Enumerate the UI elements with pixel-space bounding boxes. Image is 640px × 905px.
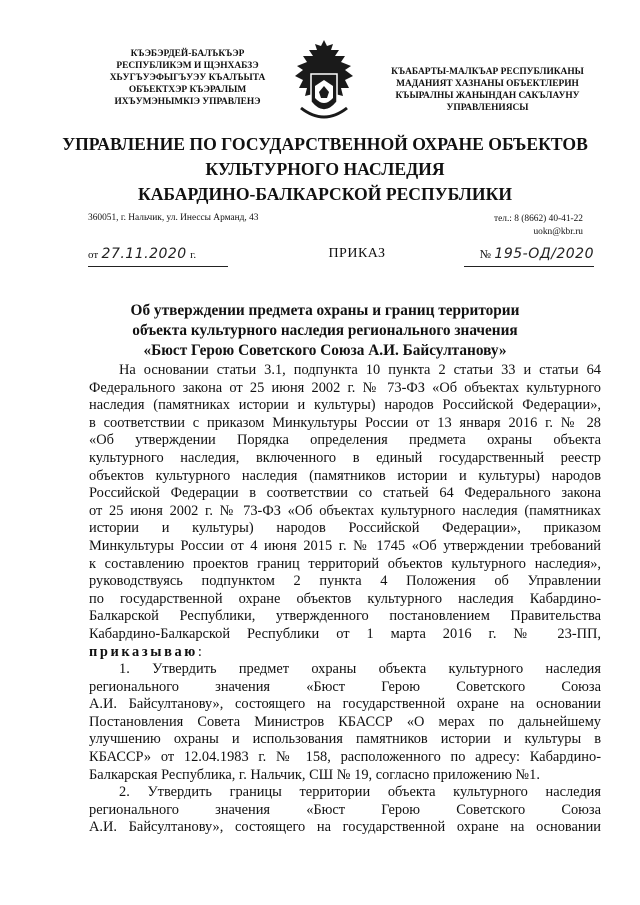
department-title-line: КАБАРДИНО-БАЛКАРСКОЙ РЕСПУБЛИКИ [137,184,513,204]
item1-line: Балкарская Республика, г. Нальчик, СШ № 19, согласно приложению №1. [89,766,540,783]
date-prefix: от [88,249,99,261]
number-prefix: № [479,247,492,261]
phone-number: тел.: 8 (8662) 40-41-22 [494,214,583,224]
body-line: Федерального закона от 25 июня 2002 г. № 73-ФЗ «Об объектах культурного [89,379,601,396]
item1-line: регионального значения «Бюст Герою Советского Союза [89,678,601,695]
body-line: к составлению проектов границ территорий объектов культурного наследия», [89,555,601,572]
item1-line: Постановления Совета Министров КБАССР «О мерах по дальнейшему [89,713,601,730]
department-title [40,132,610,207]
item2-line: 2. Утвердить границы территории объекта культурного наследия [119,784,601,801]
header-right-line: УПРАВЛЕНИЯСЫ [446,103,529,113]
coat-of-arms-emblem-icon [289,36,359,124]
header-left-block [95,48,280,108]
order-number-field [464,246,594,267]
department-title-line: КУЛЬТУРНОГО НАСЛЕДИЯ [205,159,445,179]
order-body [89,362,601,837]
order-title-line: «Бюст Герою Советского Союза А.И. Байсултанову» [143,342,507,359]
order-title-line: Об утверждении предмета охраны и границ территории [130,302,520,319]
email-address: uokn@kbr.ru [533,227,583,237]
header-right-block [375,66,600,114]
body-line: Российской Федерации в соответствии со статьей 64 Федерального закона [89,485,601,502]
item2-line: А.И. Байсултанову», состоящего на государственной охране на основании [89,819,601,836]
item1-line: улучшению охраны и использования памятников истории и культуры в [89,731,601,748]
header-right-line: КЪЫРАЛНЫ ЖАНЫНДАН САКЪЛАУНУ [395,91,580,101]
decree-colon: : [197,643,202,660]
body-line: в соответствии с приказом Минкультуры России от 13 января 2016 г. № 28 [89,414,601,431]
item1-line: А.И. Байсултанову», состоящего на государственной охране на основании [89,696,601,713]
body-line: «Об утверждении Порядка определения предмета охраны объекта [89,432,601,449]
header-left-line: КЪЭБЭРДЕЙ-БАЛЪКЪЭР [130,49,245,59]
body-line: Кабардино-Балкарской Республики от 1 марта 2016 г. № 23-ПП, [89,625,601,642]
header-right-line: КЪАБАРТЫ-МАЛКЪАР РЕСПУБЛИКАНЫ [391,67,584,77]
date-suffix: г. [190,249,197,261]
body-line: объектов культурного наследия (памятников истории и культуры) народов [89,467,601,484]
order-heading: ПРИКАЗ [328,246,386,261]
order-title [90,301,560,361]
item1-line: 1. Утвердить предмет охраны объекта культурного наследия [119,661,601,678]
decree-word: приказываю [89,643,198,660]
handwritten-number: 195-ОД/2020 [494,246,594,262]
postal-address: 360051, г. Нальчик, ул. Инессы Арманд, 43 [88,213,259,223]
body-line: На основании статьи 3.1, подпункта 10 пункта 2 статьи 33 и статьи 64 [119,362,601,378]
header-left-line: ОБЪЕКТХЭР КЪЭРАЛЫМ [128,85,247,95]
body-line: по государственной охране объектов культурного наследия Кабардино- [89,590,601,607]
header-right-line: МАДАНИЯТ ХАЗНАНЫ ОБЪЕКТЛЕРИН [396,79,579,89]
header-left-line: ИХЪУМЭНЫМКIЭ УПРАВЛЕНЭ [114,97,261,107]
order-title-line: объекта культурного наследия регионального значения [132,322,518,339]
body-line: истории и культуры) народов Российской Федерации», приказом [89,520,601,537]
body-line: культурного наследия, включенного в единый государственный реестр [89,449,601,466]
contact-info [443,213,583,239]
order-date-field [88,246,228,267]
header-left-line: ХЬУГЪУЭФЫГЪУЭУ КЪАЛЪЫТА [109,73,266,83]
body-line: Балкарской Республики, утвержденного постановлением Правительства [89,608,601,625]
body-line: Минкультуры России от 4 июня 2015 г. № 1745 «Об утверждении требований [89,537,601,554]
body-line: от 25 июня 2002 г. № 73-ФЗ «Об объектах культурного наследия (памятниках [89,502,601,519]
department-title-line: УПРАВЛЕНИЕ ПО ГОСУДАРСТВЕННОЙ ОХРАНЕ ОБЪЕКТОВ [62,134,588,154]
decree-line [89,644,601,662]
handwritten-date: 27.11.2020 [101,246,187,262]
item1-line: КБАССР» от 12.04.1983 г. № 158, расположенного по адресу: Кабардино- [89,749,601,766]
body-line: наследия (памятниках истории и культуры) народов Российской Федерации», [89,397,601,414]
body-line: руководствуясь подпунктом 2 пункта 4 Положения об Управлении [89,573,601,590]
item2-line: регионального значения «Бюст Герою Советского Союза [89,801,601,818]
header-left-line: РЕСПУБЛИКЭМ И ЩЭНХАБЗЭ [116,61,259,71]
